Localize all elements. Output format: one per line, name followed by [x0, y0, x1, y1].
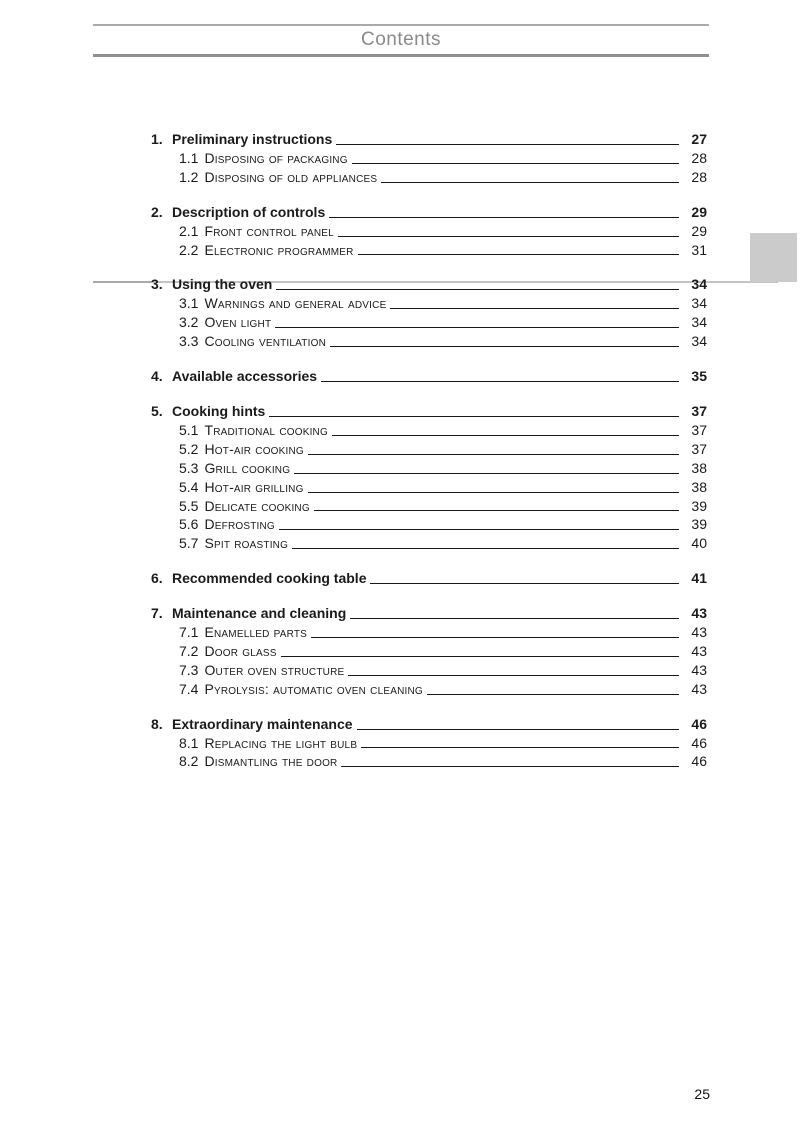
toc-subsection-row: [151, 332, 707, 351]
toc-subsection-row: [151, 478, 707, 497]
toc-subsection-row: [151, 752, 707, 771]
toc-entry-number: 7.3: [179, 661, 199, 678]
toc-entry-number: 8.: [151, 715, 163, 732]
toc-entry-label: Disposing of packaging: [204, 149, 348, 166]
toc-group: [151, 569, 707, 588]
toc-entry-label: Dismantling the door: [204, 753, 338, 770]
toc-entry-number: 2.1: [179, 222, 199, 239]
toc-leader-line: [269, 416, 679, 417]
toc-entry-number: 2.: [151, 203, 163, 220]
toc-entry-number: 3.: [151, 276, 163, 293]
toc-section-row: [151, 715, 707, 734]
toc-page-number: 38: [691, 459, 707, 476]
toc-subsection-row: [151, 734, 707, 753]
toc-page-number: 28: [691, 168, 707, 185]
toc-page-number: 46: [691, 715, 707, 732]
toc-page-number: 39: [691, 516, 707, 533]
toc-entry-label: Description of controls: [172, 203, 326, 220]
toc-page-number: 34: [691, 314, 707, 331]
toc-page-number: 34: [691, 276, 707, 293]
toc-entry-label: Outer oven structure: [204, 661, 345, 678]
toc-group: [151, 367, 707, 386]
toc-entry-number: 6.: [151, 570, 163, 587]
toc-page-number: 29: [691, 203, 707, 220]
toc-entry-label: Extraordinary maintenance: [172, 715, 353, 732]
toc-entry-number: 5.2: [179, 440, 199, 457]
toc-group: [151, 402, 707, 553]
toc-entry-label: Electronic programmer: [204, 241, 354, 258]
toc-subsection-row: [151, 440, 707, 459]
toc-entry-number: 1.2: [179, 168, 199, 185]
toc-leader-line: [336, 144, 679, 145]
toc-group: [151, 203, 707, 260]
toc-subsection-row: [151, 661, 707, 680]
toc-leader-line: [311, 637, 679, 638]
toc-leader-line: [332, 435, 679, 436]
toc-group: [151, 715, 707, 772]
toc-subsection-row: [151, 421, 707, 440]
toc-entry-label: Replacing the light bulb: [204, 734, 358, 751]
toc-leader-line: [275, 327, 679, 328]
toc-entry-number: 5.6: [179, 516, 199, 533]
toc-section-row: [151, 569, 707, 588]
toc-entry-number: 5.7: [179, 535, 199, 552]
toc-page-number: 37: [691, 402, 707, 419]
toc-entry-label: Front control panel: [204, 222, 334, 239]
toc-leader-line: [330, 346, 679, 347]
toc-page-number: 38: [691, 478, 707, 495]
toc-leader-line: [358, 254, 679, 255]
toc-group: [151, 275, 707, 351]
toc-leader-line: [350, 618, 679, 619]
toc-entry-number: 5.5: [179, 497, 199, 514]
toc-entry-label: Pyrolysis: automatic oven cleaning: [204, 680, 423, 697]
toc-leader-line: [348, 675, 679, 676]
page-edge-tab-mark: [750, 233, 797, 282]
toc-leader-line: [370, 583, 679, 584]
footer-page-number: 25: [694, 1086, 710, 1102]
toc-entry-label: Defrosting: [204, 516, 275, 533]
toc-entry-label: Cooking hints: [172, 402, 266, 419]
toc-entry-number: 8.1: [179, 734, 199, 751]
toc-entry-number: 7.1: [179, 624, 199, 641]
toc-section-row: [151, 203, 707, 222]
toc-page-number: 46: [691, 734, 707, 751]
page-title: Contents: [360, 29, 442, 50]
toc-page-number: 43: [691, 661, 707, 678]
toc-leader-line: [427, 694, 679, 695]
toc-group: [151, 604, 707, 699]
toc-entry-number: 8.2: [179, 753, 199, 770]
toc-entry-label: Warnings and general advice: [204, 295, 387, 312]
toc-entry-number: 1.: [151, 131, 163, 147]
toc-entry-label: Door glass: [204, 642, 277, 659]
toc-subsection-row: [151, 241, 707, 260]
toc-section-row: [151, 130, 707, 149]
toc-subsection-row: [151, 459, 707, 478]
toc-page-number: 39: [691, 497, 707, 514]
toc-subsection-row: [151, 222, 707, 241]
toc-entry-number: 7.4: [179, 680, 199, 697]
toc-leader-line: [329, 217, 679, 218]
toc-leader-line: [276, 289, 679, 290]
toc-page-number: 34: [691, 333, 707, 350]
toc-page-number: 37: [691, 421, 707, 438]
toc-entry-label: Maintenance and cleaning: [172, 605, 347, 622]
toc-page-number: 29: [691, 222, 707, 239]
toc-page-number: 31: [691, 241, 707, 258]
toc-entry-number: 1.1: [179, 149, 199, 166]
toc-leader-line: [338, 236, 679, 237]
toc-entry-label: Enamelled parts: [204, 624, 308, 641]
toc-page-number: 27: [691, 131, 707, 147]
toc-entry-label: Using the oven: [172, 276, 273, 293]
toc-leader-line: [341, 766, 679, 767]
toc-page-number: 46: [691, 753, 707, 770]
toc-entry-label: Available accessories: [172, 368, 318, 385]
toc-section-row: [151, 367, 707, 386]
toc-leader-line: [294, 473, 679, 474]
toc-entry-number: 7.: [151, 605, 163, 622]
toc-entry-label: Delicate cooking: [204, 497, 310, 514]
toc-leader-line: [308, 454, 679, 455]
toc-entry-label: Spit roasting: [204, 535, 289, 552]
header-rule-top: [93, 24, 709, 26]
toc-subsection-row: [151, 680, 707, 699]
toc-entry-label: Hot-air cooking: [204, 440, 304, 457]
toc-page-number: 41: [691, 570, 707, 587]
toc-entry-label: Cooling ventilation: [204, 333, 326, 350]
toc-entry-number: 3.1: [179, 295, 199, 312]
toc-entry-number: 2.2: [179, 241, 199, 258]
toc-entry-label: Preliminary instructions: [172, 131, 333, 147]
toc-leader-line: [314, 510, 679, 511]
toc-page-number: 37: [691, 440, 707, 457]
toc-entry-label: Oven light: [204, 314, 272, 331]
toc-leader-line: [279, 529, 679, 530]
toc-subsection-row: [151, 168, 707, 187]
toc-entry-number: 5.4: [179, 478, 199, 495]
toc-entry-label: Hot-air grilling: [204, 478, 304, 495]
toc-entry-number: 3.3: [179, 333, 199, 350]
toc-leader-line: [357, 729, 679, 730]
toc-leader-line: [281, 656, 679, 657]
header-rule-bottom: [93, 54, 709, 57]
toc-entry-number: 5.3: [179, 459, 199, 476]
toc-subsection-row: [151, 149, 707, 168]
toc-group: [151, 130, 707, 187]
toc-section-row: [151, 402, 707, 421]
toc-subsection-row: [151, 642, 707, 661]
toc-page-number: 34: [691, 295, 707, 312]
toc-page-number: 28: [691, 149, 707, 166]
toc-subsection-row: [151, 497, 707, 516]
toc-entry-number: 5.: [151, 402, 163, 419]
toc-subsection-row: [151, 623, 707, 642]
toc-entry-label: Traditional cooking: [204, 421, 328, 438]
toc-subsection-row: [151, 294, 707, 313]
toc-page-number: 43: [691, 642, 707, 659]
toc-leader-line: [308, 492, 679, 493]
toc-section-row: [151, 604, 707, 623]
toc-entry-number: 4.: [151, 368, 163, 385]
toc-leader-line: [292, 548, 679, 549]
toc-page-number: 43: [691, 680, 707, 697]
toc-leader-line: [390, 308, 679, 309]
toc-entry-label: Grill cooking: [204, 459, 291, 476]
toc: [151, 130, 707, 787]
toc-entry-label: Disposing of old appliances: [204, 168, 378, 185]
scan-artifact-line-dark-segment: [93, 281, 152, 283]
toc-leader-line: [381, 182, 679, 183]
toc-subsection-row: [151, 534, 707, 553]
toc-page-number: 35: [691, 368, 707, 385]
toc-subsection-row: [151, 515, 707, 534]
toc-entry-number: 3.2: [179, 314, 199, 331]
toc-subsection-row: [151, 313, 707, 332]
toc-entry-number: 7.2: [179, 642, 199, 659]
toc-section-row: [151, 275, 707, 294]
toc-leader-line: [361, 747, 679, 748]
toc-entry-number: 5.1: [179, 421, 199, 438]
toc-page-number: 40: [691, 535, 707, 552]
toc-entry-label: Recommended cooking table: [172, 570, 367, 587]
toc-leader-line: [321, 381, 679, 382]
toc-page-number: 43: [691, 605, 707, 622]
toc-page-number: 43: [691, 624, 707, 641]
toc-leader-line: [352, 163, 679, 164]
